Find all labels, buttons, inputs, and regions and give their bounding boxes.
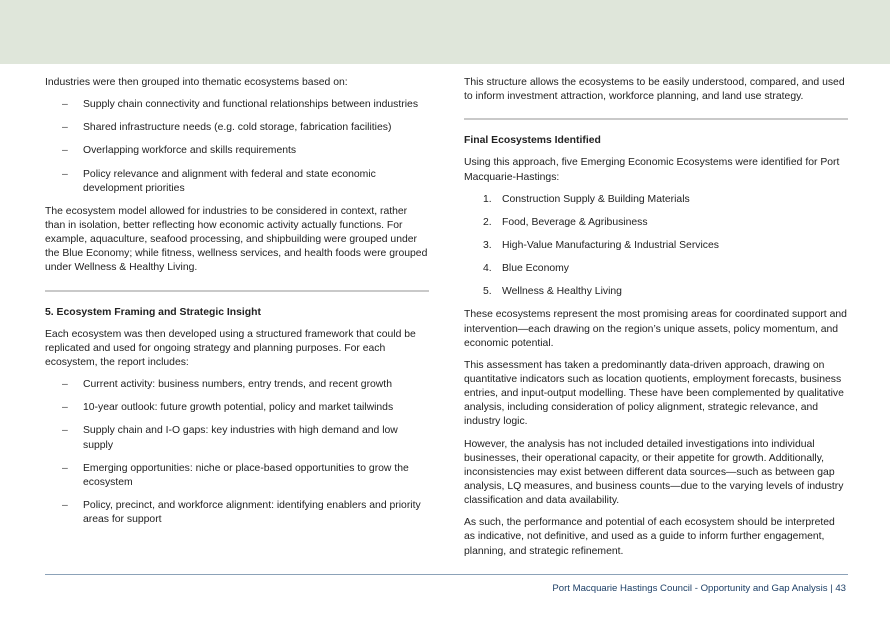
list-number: 5. — [483, 286, 492, 298]
dash-bullet: – — [62, 462, 68, 474]
list-item-text: 10-year outlook: future growth potential, policy and market tailwinds — [83, 402, 394, 414]
body-paragraph: As such, the performance and potential of each ecosystem should be interpreted as indicative, not definitive, and used as a guide to inform further engagement, planning, and strategic refinement. — [464, 517, 835, 557]
intro-paragraph: Industries were then grouped into thematic ecosystems based on: — [45, 77, 348, 88]
ecosystems-heading: Final Ecosystems Identified — [464, 135, 601, 147]
list-item-text: Policy relevance and alignment with federal and state economic development priorities — [83, 168, 376, 194]
approach-paragraph: Using this approach, five Emerging Economic Ecosystems were identified for Port Macquarie-Hastings: — [464, 157, 840, 183]
model-paragraph: The ecosystem model allowed for industries to be considered in context, rather than in isolation, better reflecting how economic activity actually functions. For example, aquaculture, seafood processing, and shipbuilding were grouped under the Blue Economy; while fitness, wellness services, and health foods were grouped under Wellness & Healthy Living. — [45, 205, 428, 274]
list-item — [45, 168, 429, 196]
list-item — [464, 239, 848, 253]
ecosystems-list — [464, 193, 848, 300]
list-item-text: Blue Economy — [502, 263, 569, 275]
structure-paragraph: This structure allows the ecosystems to be easily understood, compared, and used to inform investment attraction, workforce planning, and land use strategy. — [464, 77, 845, 103]
header-band — [0, 0, 890, 64]
list-item — [45, 401, 429, 415]
list-item-text: Supply chain and I-O gaps: key industries with high demand and low supply — [83, 425, 398, 451]
section-paragraph: Each ecosystem was then developed using a structured framework that could be replicated and used for ongoing strategy and planning purposes. For each ecosystem, the report includes: — [45, 328, 416, 368]
list-number: 1. — [483, 193, 492, 205]
section-divider — [45, 290, 429, 292]
body-paragraph: These ecosystems represent the most promising areas for coordinated support and intervention—each drawing on the region’s unique assets, policy momentum, and economic potential. — [464, 309, 847, 349]
dash-bullet: – — [62, 499, 68, 511]
list-item — [464, 285, 848, 299]
dash-bullet: – — [62, 168, 68, 180]
list-item — [45, 98, 429, 112]
list-item — [464, 262, 848, 276]
list-item-text: Shared infrastructure needs (e.g. cold storage, fabrication facilities) — [83, 122, 392, 134]
list-item-text: Supply chain connectivity and functional relationships between industries — [83, 99, 419, 111]
right-column — [464, 76, 848, 567]
dash-bullet: – — [62, 402, 68, 414]
footer-divider — [45, 574, 848, 575]
dash-bullet: – — [62, 425, 68, 437]
list-item — [464, 193, 848, 207]
dash-bullet: – — [62, 145, 68, 157]
dash-bullet: – — [62, 99, 68, 111]
list-item-text: Current activity: business numbers, entry trends, and recent growth — [83, 379, 392, 391]
grouping-criteria-list — [45, 98, 429, 196]
list-item — [464, 216, 848, 230]
dash-bullet: – — [62, 379, 68, 391]
list-item-text: Food, Beverage & Agribusiness — [502, 216, 648, 228]
page-footer: Port Macquarie Hastings Council - Opportunity and Gap Analysis | 43 — [552, 583, 846, 594]
list-number: 3. — [483, 239, 492, 251]
section-heading: 5. Ecosystem Framing and Strategic Insight — [45, 306, 261, 318]
list-item-text: Construction Supply & Building Materials — [502, 193, 690, 205]
framework-list — [45, 378, 429, 527]
list-number: 4. — [483, 263, 492, 275]
body-paragraph: However, the analysis has not included detailed investigations into individual businesses, their operational capacity, or their appetite for growth. Additionally, inconsistencies may exist between different data sources—such as between gap analysis, LQ measures, and business counts—due to the varying levels of industry classification and data availability. — [464, 438, 844, 507]
section-divider — [464, 118, 848, 120]
list-item — [45, 144, 429, 158]
list-item — [45, 499, 429, 527]
list-item — [45, 378, 429, 392]
list-item — [45, 462, 429, 490]
list-number: 2. — [483, 216, 492, 228]
list-item-text: Wellness & Healthy Living — [502, 286, 622, 298]
list-item — [45, 424, 429, 452]
body-paragraph: This assessment has taken a predominantly data-driven approach, drawing on quantitative indicators such as location quotients, employment forecasts, business entries, and input-output modelling. These have been complemented by qualitative analysis, including consideration of policy alignment, strategic relevance, and industry logic. — [464, 359, 844, 428]
list-item-text: Overlapping workforce and skills requirements — [83, 145, 297, 157]
list-item — [45, 121, 429, 135]
list-item-text: Policy, precinct, and workforce alignment: identifying enablers and priority areas for support — [83, 499, 421, 526]
list-item-text: High-Value Manufacturing & Industrial Services — [502, 239, 719, 251]
list-item-text: Emerging opportunities: niche or place-based opportunities to grow the ecosystem — [83, 462, 409, 488]
left-column — [45, 76, 429, 536]
dash-bullet: – — [62, 122, 68, 134]
